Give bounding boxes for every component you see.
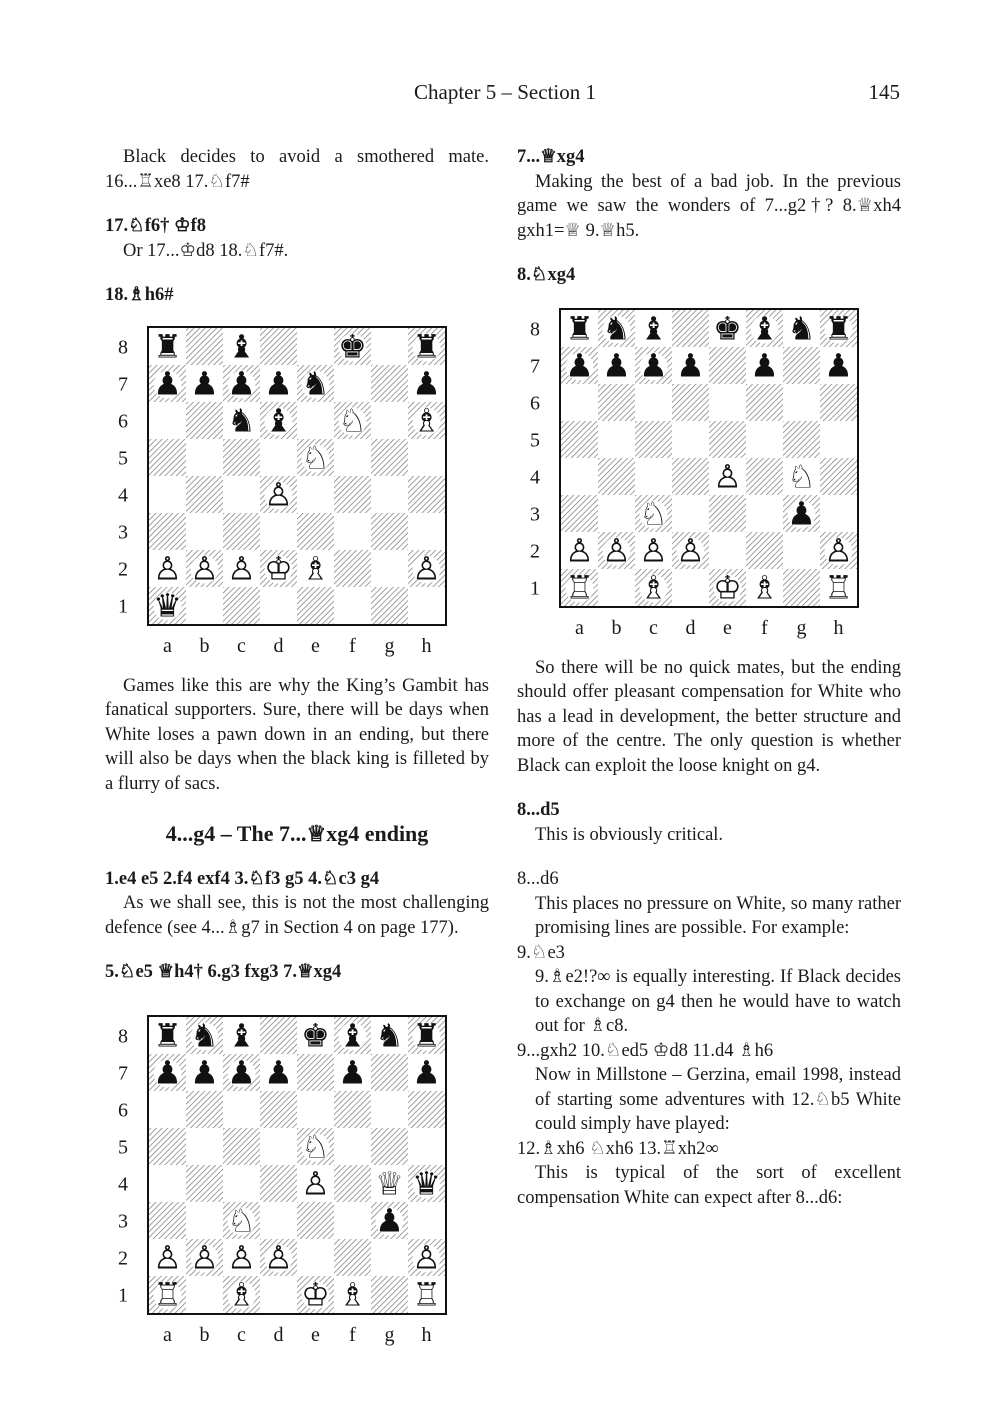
black-knight-b8: ♞ — [602, 309, 631, 347]
white-knight-e5: ♘ — [301, 438, 330, 476]
square-e7 — [297, 1054, 334, 1091]
square-a3 — [149, 513, 186, 550]
square-g1 — [371, 587, 408, 624]
rank-label: 8 — [530, 318, 540, 340]
white-king-d2: ♔ — [264, 549, 293, 587]
square-d5 — [260, 439, 297, 476]
square-c4 — [635, 458, 672, 495]
file-label: c — [237, 634, 246, 657]
square-h3 — [408, 513, 445, 550]
square-h3 — [820, 495, 857, 532]
variation-9-gxh2-comment: Now in Millstone – Gerzina, email 1998, instead of starting some adventures with 12.♘b5 White could simply have played: — [535, 1065, 901, 1134]
square-c6 — [635, 384, 672, 421]
square-b8 — [186, 328, 223, 365]
square-e2 — [709, 532, 746, 569]
square-d4 — [672, 458, 709, 495]
black-pawn-g3: ♟ — [375, 1201, 404, 1239]
white-knight-g4: ♘ — [787, 457, 816, 495]
square-d3 — [260, 1202, 297, 1239]
square-d8 — [260, 1017, 297, 1054]
square-e3 — [297, 513, 334, 550]
white-rook-h1: ♖ — [412, 1275, 441, 1313]
square-f4 — [746, 458, 783, 495]
file-label: e — [311, 1323, 320, 1346]
square-h6 — [408, 1091, 445, 1128]
black-rook-a8: ♜ — [153, 327, 182, 365]
square-g2 — [371, 1239, 408, 1276]
square-b4 — [598, 458, 635, 495]
right-paragraph-2: So there will be no quick mates, but the ending should offer pleasant compensation for White who has a lead in development, the better structure and more of the centre. The only question is whether Black can exploit the loose knight on g4. — [517, 657, 901, 776]
white-rook-h1: ♖ — [824, 568, 853, 606]
square-a6 — [149, 402, 186, 439]
chess-board-svg — [517, 308, 859, 646]
square-h5 — [408, 1128, 445, 1165]
white-knight-f6: ♘ — [338, 401, 367, 439]
square-g4 — [371, 476, 408, 513]
variation-9-ne3-comment: 9.♗e2!?∞ is equally interesting. If Black decides to exchange on g4 then he would have to watch out for ♗c8. — [535, 967, 901, 1036]
white-knight-c3: ♘ — [639, 494, 668, 532]
file-label: d — [273, 1323, 284, 1346]
left-column — [105, 145, 489, 1353]
file-label: c — [237, 1323, 246, 1346]
white-bishop-c1: ♗ — [227, 1275, 256, 1313]
black-bishop-f8: ♝ — [338, 1016, 367, 1054]
rank-label: 1 — [118, 1284, 128, 1306]
square-a5 — [561, 421, 598, 458]
square-d5 — [672, 421, 709, 458]
square-f2 — [334, 1239, 371, 1276]
white-pawn-b2: ♙ — [190, 1238, 219, 1276]
left-move-17: 17.♘f6† ♔f8 — [105, 216, 206, 236]
square-g5 — [783, 421, 820, 458]
left-move-18: 18.♗h6# — [105, 285, 174, 305]
square-d6 — [672, 384, 709, 421]
black-bishop-d6: ♝ — [264, 401, 293, 439]
black-pawn-d7: ♟ — [264, 1053, 293, 1091]
square-g5 — [371, 439, 408, 476]
square-g3 — [371, 513, 408, 550]
square-h5 — [820, 421, 857, 458]
file-label: b — [199, 634, 210, 657]
square-c3 — [223, 513, 260, 550]
black-queen-h4: ♛ — [412, 1164, 441, 1202]
white-pawn-a2: ♙ — [153, 1238, 182, 1276]
black-pawn-b7: ♟ — [190, 1053, 219, 1091]
white-pawn-b2: ♙ — [602, 531, 631, 569]
square-f5 — [334, 439, 371, 476]
square-c4 — [223, 476, 260, 513]
square-a4 — [149, 1165, 186, 1202]
rank-label: 5 — [530, 429, 540, 451]
black-pawn-h7: ♟ — [412, 1053, 441, 1091]
rank-label: 5 — [118, 1136, 128, 1158]
square-g6 — [371, 1091, 408, 1128]
square-f3 — [334, 513, 371, 550]
file-label: f — [761, 616, 768, 639]
black-pawn-f7: ♟ — [338, 1053, 367, 1091]
square-b4 — [186, 476, 223, 513]
square-e6 — [709, 384, 746, 421]
square-b1 — [598, 569, 635, 606]
white-king-e1: ♔ — [713, 568, 742, 606]
square-b1 — [186, 587, 223, 624]
black-knight-c6: ♞ — [227, 401, 256, 439]
square-a6 — [561, 384, 598, 421]
left-paragraph-3: Games like this are why the King’s Gambit has fanatical supporters. Sure, there will be days when White loses a pawn down in an ending, but there will also be days when the black king is filleted by a flurry of sacs. — [105, 675, 489, 794]
page-number: 145 — [868, 80, 900, 104]
square-g6 — [783, 384, 820, 421]
chess-diagram-1 — [105, 326, 489, 664]
square-a4 — [561, 458, 598, 495]
square-f2 — [334, 550, 371, 587]
chess-diagram-3 — [105, 1015, 489, 1353]
square-e7 — [709, 347, 746, 384]
black-pawn-h7: ♟ — [824, 346, 853, 384]
black-pawn-a7: ♟ — [565, 346, 594, 384]
square-d1 — [260, 587, 297, 624]
white-bishop-f1: ♗ — [338, 1275, 367, 1313]
square-b4 — [186, 1165, 223, 1202]
square-a3 — [149, 1202, 186, 1239]
square-f1 — [334, 587, 371, 624]
black-rook-h8: ♜ — [824, 309, 853, 347]
left-paragraph-4: As we shall see, this is not the most challenging defence (see 4...♗g7 in Section 4 on page 177). — [105, 893, 489, 938]
white-rook-a1: ♖ — [153, 1275, 182, 1313]
square-e3 — [709, 495, 746, 532]
left-move-sequence-1: 1.e4 e5 2.f4 exf4 3.♘f3 g5 4.♘c3 g4 — [105, 868, 380, 889]
black-rook-h8: ♜ — [412, 1016, 441, 1054]
square-d3 — [672, 495, 709, 532]
square-a4 — [149, 476, 186, 513]
file-label: g — [384, 634, 395, 657]
white-pawn-c2: ♙ — [227, 549, 256, 587]
white-pawn-e4: ♙ — [713, 457, 742, 495]
rank-label: 4 — [118, 1173, 128, 1195]
chess-board-svg — [105, 326, 447, 664]
white-rook-a1: ♖ — [565, 568, 594, 606]
file-label: a — [163, 1323, 172, 1346]
square-d8 — [260, 328, 297, 365]
black-pawn-b7: ♟ — [602, 346, 631, 384]
black-bishop-c8: ♝ — [639, 309, 668, 347]
black-bishop-f8: ♝ — [750, 309, 779, 347]
white-pawn-h2: ♙ — [412, 549, 441, 587]
black-pawn-g3: ♟ — [787, 494, 816, 532]
file-label: a — [163, 634, 172, 657]
black-pawn-c7: ♟ — [227, 364, 256, 402]
black-king-e8: ♚ — [301, 1016, 330, 1054]
square-b5 — [186, 439, 223, 476]
white-pawn-h2: ♙ — [412, 1238, 441, 1276]
black-king-f8: ♚ — [338, 327, 367, 365]
rank-label: 6 — [530, 392, 540, 414]
square-f5 — [746, 421, 783, 458]
black-rook-a8: ♜ — [565, 309, 594, 347]
file-label: d — [685, 616, 696, 639]
black-knight-b8: ♞ — [190, 1016, 219, 1054]
black-queen-a1: ♛ — [153, 586, 182, 624]
section-heading: 4...g4 – The 7...♕xg4 ending — [165, 821, 429, 846]
square-d5 — [260, 1128, 297, 1165]
chapter-title: Chapter 5 – Section 1 — [414, 80, 596, 104]
variation-9-ne3: 9.♘e3 — [517, 942, 565, 963]
square-f6 — [746, 384, 783, 421]
file-label: g — [384, 1323, 395, 1346]
white-pawn-b2: ♙ — [190, 549, 219, 587]
rank-label: 8 — [118, 336, 128, 358]
square-g2 — [783, 532, 820, 569]
square-d1 — [672, 569, 709, 606]
black-king-e8: ♚ — [713, 309, 742, 347]
black-rook-h8: ♜ — [412, 327, 441, 365]
white-pawn-d2: ♙ — [676, 531, 705, 569]
rank-label: 6 — [118, 1099, 128, 1121]
rank-label: 4 — [530, 466, 540, 488]
right-move-8-d5: 8...d5 — [517, 800, 560, 820]
square-g8 — [371, 328, 408, 365]
black-knight-e7: ♞ — [301, 364, 330, 402]
square-f4 — [334, 1165, 371, 1202]
chess-board-svg — [105, 1015, 447, 1353]
square-e6 — [297, 402, 334, 439]
square-h4 — [408, 476, 445, 513]
square-f6 — [334, 1091, 371, 1128]
square-f3 — [746, 495, 783, 532]
white-pawn-d2: ♙ — [264, 1238, 293, 1276]
rank-label: 6 — [118, 410, 128, 432]
white-bishop-e2: ♗ — [301, 549, 330, 587]
rank-label: 8 — [118, 1025, 128, 1047]
square-b1 — [186, 1276, 223, 1313]
left-paragraph-1: Black decides to avoid a smothered mate. 16...♖xe8 17.♘f7# — [105, 147, 489, 192]
rank-label: 7 — [118, 373, 128, 395]
file-label: h — [833, 616, 844, 639]
black-bishop-c8: ♝ — [227, 1016, 256, 1054]
white-pawn-c2: ♙ — [639, 531, 668, 569]
square-d4 — [260, 1165, 297, 1202]
square-f7 — [334, 365, 371, 402]
variation-8-d6: 8...d6 — [517, 869, 559, 889]
square-c6 — [223, 1091, 260, 1128]
square-e6 — [297, 1091, 334, 1128]
right-paragraph-4: This is typical of the sort of excellent compensation White can expect after 8...d6: — [517, 1163, 901, 1208]
white-pawn-h2: ♙ — [824, 531, 853, 569]
variation-8-d6-comment: This places no pressure on White, so many rather promising lines are possible. For example: — [535, 893, 901, 938]
white-pawn-e4: ♙ — [301, 1164, 330, 1202]
square-b6 — [598, 384, 635, 421]
black-rook-a8: ♜ — [153, 1016, 182, 1054]
rank-label: 5 — [118, 447, 128, 469]
white-knight-c3: ♘ — [227, 1201, 256, 1239]
file-label: e — [723, 616, 732, 639]
square-a5 — [149, 439, 186, 476]
square-g6 — [371, 402, 408, 439]
left-move-sequence-2: 5.♘e5 ♕h4† 6.g3 fxg3 7.♕xg4 — [105, 962, 342, 982]
white-knight-e5: ♘ — [301, 1127, 330, 1165]
square-f4 — [334, 476, 371, 513]
file-label: h — [421, 1323, 432, 1346]
square-b6 — [186, 402, 223, 439]
square-g7 — [783, 347, 820, 384]
square-c4 — [223, 1165, 260, 1202]
file-label: c — [649, 616, 658, 639]
rank-label: 2 — [118, 1247, 128, 1269]
square-c5 — [635, 421, 672, 458]
square-d1 — [260, 1276, 297, 1313]
white-bishop-h6: ♗ — [412, 401, 441, 439]
right-paragraph-3: This is obviously critical. — [535, 824, 724, 845]
page-header — [0, 80, 1000, 110]
square-g2 — [371, 550, 408, 587]
square-h4 — [820, 458, 857, 495]
black-pawn-b7: ♟ — [190, 364, 219, 402]
square-e3 — [297, 1202, 334, 1239]
square-g7 — [371, 1054, 408, 1091]
square-b6 — [186, 1091, 223, 1128]
rank-label: 1 — [530, 577, 540, 599]
square-d6 — [260, 1091, 297, 1128]
white-king-e1: ♔ — [301, 1275, 330, 1313]
rank-label: 7 — [530, 355, 540, 377]
file-label: d — [273, 634, 284, 657]
square-g1 — [783, 569, 820, 606]
black-bishop-c8: ♝ — [227, 327, 256, 365]
black-pawn-d7: ♟ — [264, 364, 293, 402]
square-a5 — [149, 1128, 186, 1165]
black-pawn-a7: ♟ — [153, 1053, 182, 1091]
black-knight-g8: ♞ — [787, 309, 816, 347]
file-label: f — [349, 1323, 356, 1346]
variation-12-bxh6: 12.♗xh6 ♘xh6 13.♖xh2∞ — [517, 1138, 719, 1159]
rank-label: 1 — [118, 595, 128, 617]
square-a3 — [561, 495, 598, 532]
right-paragraph-1: Making the best of a bad job. In the previous game we saw the wonders of 7...g2†? 8.♕xh4 gxh1=♕ 9.♕h5. — [517, 171, 901, 241]
black-knight-g8: ♞ — [375, 1016, 404, 1054]
square-b3 — [598, 495, 635, 532]
white-queen-g4: ♕ — [375, 1164, 404, 1202]
file-label: g — [796, 616, 807, 639]
left-paragraph-2: Or 17...♔d8 18.♘f7#. — [123, 240, 289, 261]
file-label: b — [611, 616, 622, 639]
square-c5 — [223, 1128, 260, 1165]
square-g1 — [371, 1276, 408, 1313]
square-f5 — [334, 1128, 371, 1165]
file-label: h — [421, 634, 432, 657]
square-d8 — [672, 310, 709, 347]
square-e4 — [297, 476, 334, 513]
square-e5 — [709, 421, 746, 458]
white-pawn-a2: ♙ — [153, 549, 182, 587]
white-bishop-c1: ♗ — [639, 568, 668, 606]
square-b5 — [598, 421, 635, 458]
file-label: e — [311, 634, 320, 657]
file-label: a — [575, 616, 584, 639]
square-b3 — [186, 513, 223, 550]
black-pawn-h7: ♟ — [412, 364, 441, 402]
white-pawn-c2: ♙ — [227, 1238, 256, 1276]
square-e1 — [297, 587, 334, 624]
square-e2 — [297, 1239, 334, 1276]
square-g5 — [371, 1128, 408, 1165]
rank-label: 2 — [118, 558, 128, 580]
rank-label: 2 — [530, 540, 540, 562]
square-c5 — [223, 439, 260, 476]
right-column — [517, 145, 901, 1210]
square-a6 — [149, 1091, 186, 1128]
black-pawn-c7: ♟ — [639, 346, 668, 384]
square-e8 — [297, 328, 334, 365]
black-pawn-f7: ♟ — [750, 346, 779, 384]
square-b3 — [186, 1202, 223, 1239]
white-pawn-a2: ♙ — [565, 531, 594, 569]
square-h6 — [820, 384, 857, 421]
rank-label: 3 — [118, 521, 128, 543]
file-label: f — [349, 634, 356, 657]
black-pawn-d7: ♟ — [676, 346, 705, 384]
right-move-8: 8.♘xg4 — [517, 265, 576, 285]
square-d3 — [260, 513, 297, 550]
variation-9-gxh2: 9...gxh2 10.♘ed5 ♔d8 11.d4 ♗h6 — [517, 1040, 774, 1061]
rank-label: 3 — [118, 1210, 128, 1232]
black-pawn-a7: ♟ — [153, 364, 182, 402]
right-move-7: 7...♕xg4 — [517, 147, 585, 167]
rank-label: 3 — [530, 503, 540, 525]
square-g7 — [371, 365, 408, 402]
square-h3 — [408, 1202, 445, 1239]
square-c1 — [223, 587, 260, 624]
white-bishop-f1: ♗ — [750, 568, 779, 606]
square-h1 — [408, 587, 445, 624]
black-pawn-c7: ♟ — [227, 1053, 256, 1091]
square-f3 — [334, 1202, 371, 1239]
white-pawn-d4: ♙ — [264, 475, 293, 513]
square-h5 — [408, 439, 445, 476]
square-b5 — [186, 1128, 223, 1165]
file-label: b — [199, 1323, 210, 1346]
chess-diagram-2 — [517, 308, 901, 646]
square-f2 — [746, 532, 783, 569]
rank-label: 4 — [118, 484, 128, 506]
rank-label: 7 — [118, 1062, 128, 1084]
